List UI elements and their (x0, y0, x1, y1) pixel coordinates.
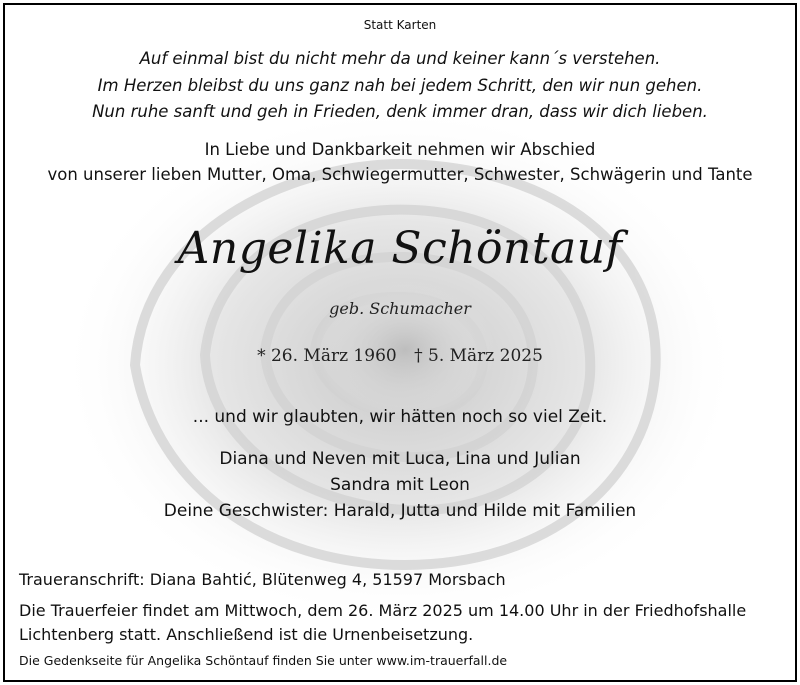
death-date: † 5. März 2025 (414, 346, 543, 366)
intro-line: In Liebe und Dankbarkeit nehmen wir Abschied (204, 140, 596, 159)
statt-karten-label: Statt Karten (363, 18, 437, 32)
ceremony-line: Lichtenberg statt. Anschließend ist die Urnenbeisetzung. (19, 625, 474, 644)
poem-line: Auf einmal bist du nicht mehr da und keiner kann´s verstehen. (139, 49, 661, 68)
quote: ... und wir glaubten, wir hätten noch so viel Zeit. (192, 407, 608, 427)
memorial-page-note: Die Gedenkseite für Angelika Schöntauf finden Sie unter www.im-trauerfall.de (19, 653, 508, 668)
poem-line: Nun ruhe sanft und geh in Frieden, denk immer dran, dass wir dich lieben. (92, 102, 708, 121)
mourner-line: Sandra mit Leon (330, 475, 470, 495)
birth-name: geb. Schumacher (329, 299, 471, 318)
mourner-line: Diana und Neven mit Luca, Lina und Julian (219, 449, 581, 469)
birth-date: * 26. März 1960 (257, 346, 397, 366)
poem-line: Im Herzen bleibst du uns ganz nah bei jedem Schritt, den wir nun gehen. (97, 76, 703, 95)
deceased-name: Angelika Schöntauf (177, 223, 623, 274)
intro-line: von unserer lieben Mutter, Oma, Schwiegermutter, Schwester, Schwägerin und Tante (47, 165, 753, 184)
mourning-address: Traueranschrift: Diana Bahtić, Blütenweg 4, 51597 Morsbach (19, 570, 506, 589)
ceremony-line: Die Trauerfeier findet am Mittwoch, dem 26. März 2025 um 14.00 Uhr in der Friedhofshalle (19, 601, 747, 620)
life-dates (5, 346, 795, 366)
obituary-notice (3, 3, 797, 682)
mourner-line: Deine Geschwister: Harald, Jutta und Hilde mit Familien (163, 501, 637, 521)
